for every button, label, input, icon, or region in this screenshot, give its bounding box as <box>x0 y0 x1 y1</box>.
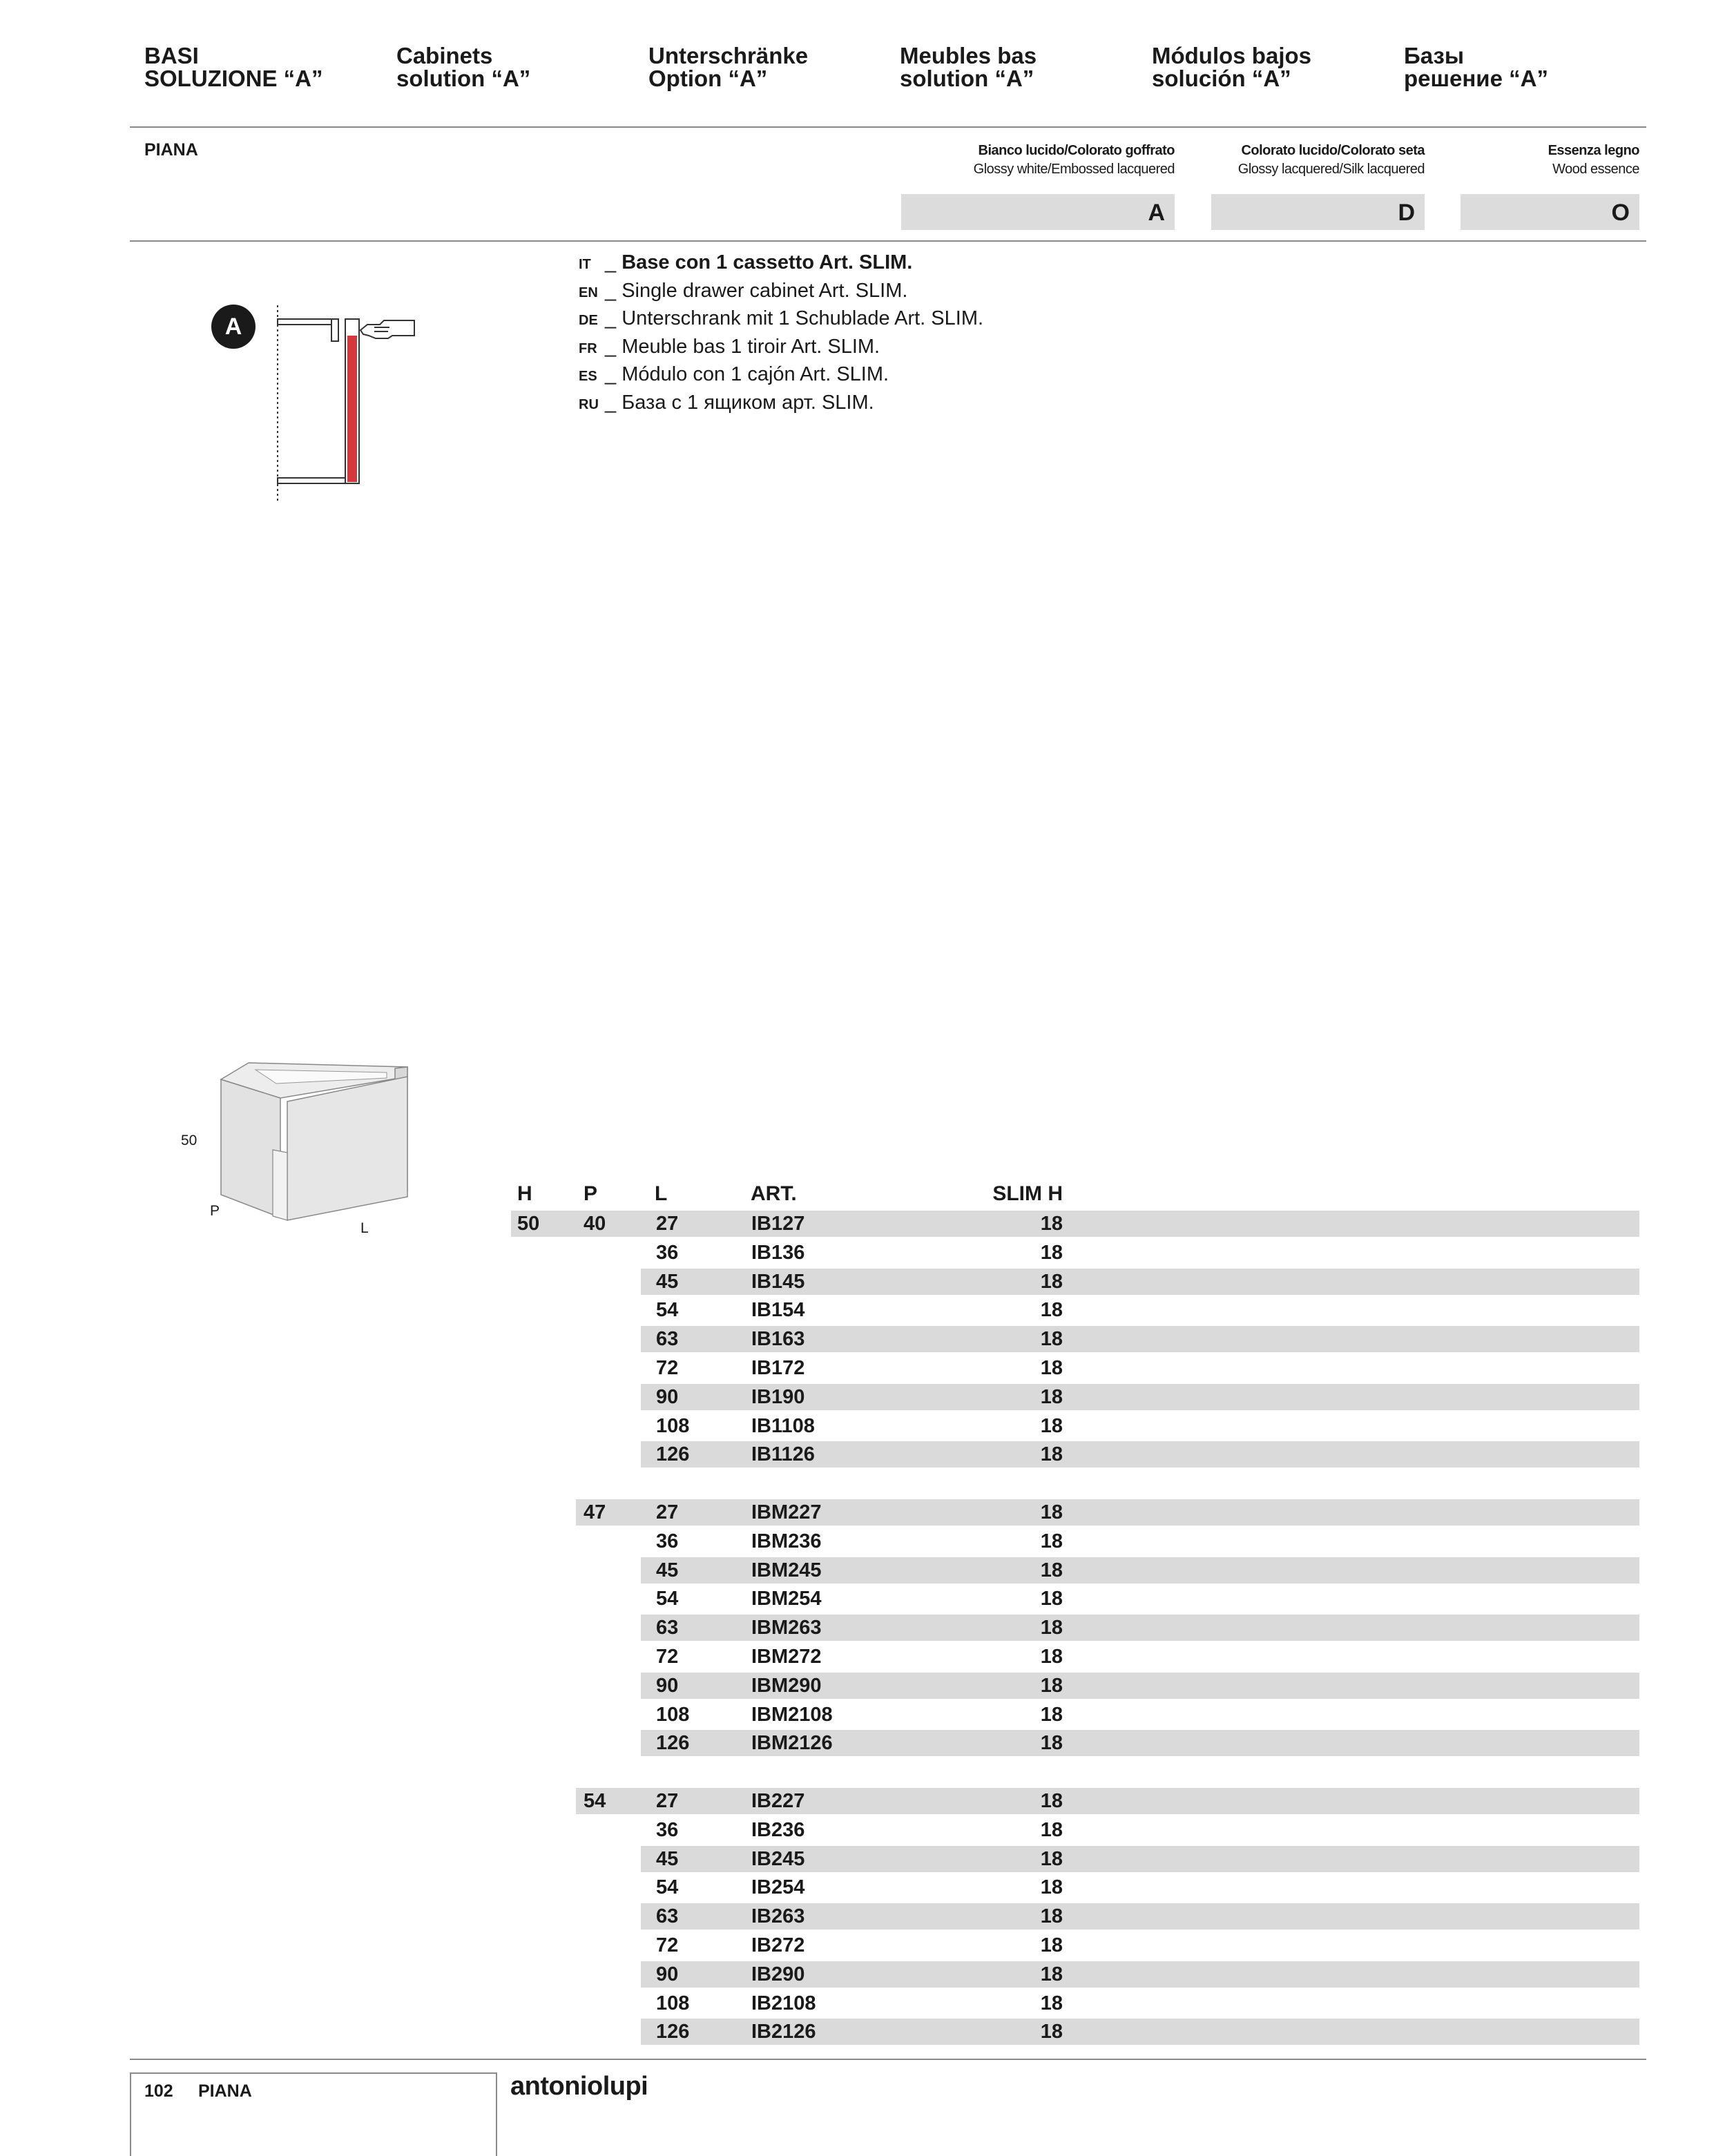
footer-divider <box>130 2059 1646 2060</box>
solution-badge: A <box>211 305 256 349</box>
table-row-background <box>511 1211 1639 1237</box>
finish-code-a: A <box>901 194 1175 230</box>
table-row-background <box>576 1788 1639 1814</box>
header-title-line2: решение “A” <box>1404 66 1548 91</box>
description-text: Unterschrank mit 1 Schublade Art. SLIM. <box>621 307 984 329</box>
cell-slim-h: 18 <box>1040 1905 1063 1928</box>
header-title-line1: BASI <box>144 43 199 68</box>
cell-l: 54 <box>656 1876 679 1899</box>
header-title-line2: solution “A” <box>900 66 1034 91</box>
cell-art: IB172 <box>751 1357 805 1379</box>
cell-l: 90 <box>656 1385 679 1408</box>
cell-l: 27 <box>656 1790 679 1812</box>
cell-l: 108 <box>656 1703 690 1726</box>
finish-subtitle: Glossy white/Embossed lacquered <box>973 162 1175 177</box>
cell-h: 50 <box>517 1213 540 1235</box>
finish-subtitle: Glossy lacquered/Silk lacquered <box>1237 162 1425 177</box>
cell-art: IB245 <box>751 1847 805 1870</box>
cell-l: 126 <box>656 1443 690 1466</box>
cell-l: 27 <box>656 1213 679 1235</box>
cell-slim-h: 18 <box>1040 1270 1063 1293</box>
header-title-line2: Option “A” <box>648 66 768 91</box>
cell-slim-h: 18 <box>1040 1559 1063 1581</box>
cell-slim-h: 18 <box>1040 1501 1063 1523</box>
header-title-line2: solution “A” <box>396 66 531 91</box>
height-dimension-label: 50 <box>181 1133 197 1148</box>
cell-l: 63 <box>656 1328 679 1351</box>
description-line-es: ES _ Módulo con 1 cajón Art. SLIM. <box>579 360 983 389</box>
section-diagram <box>271 304 423 504</box>
page-number: 102 <box>144 2081 173 2101</box>
top-upright <box>331 319 338 341</box>
cell-slim-h: 18 <box>1040 1241 1063 1264</box>
language-code: FR <box>579 340 597 356</box>
cell-slim-h: 18 <box>1040 1617 1063 1639</box>
header-title-line1: Módulos bajos <box>1152 43 1311 68</box>
cell-l: 36 <box>656 1530 679 1552</box>
cell-p: 54 <box>584 1790 606 1812</box>
cell-p: 47 <box>584 1501 606 1523</box>
cell-l: 63 <box>656 1905 679 1928</box>
cell-slim-h: 18 <box>1040 1992 1063 2014</box>
cell-slim-h: 18 <box>1040 1674 1063 1697</box>
cell-slim-h: 18 <box>1040 2021 1063 2043</box>
finish-title: Bianco lucido/Colorato goffrato <box>978 143 1175 158</box>
cell-l: 108 <box>656 1414 690 1437</box>
cell-slim-h: 18 <box>1040 1963 1063 1985</box>
cell-slim-h: 18 <box>1040 1818 1063 1841</box>
description-line-en: EN _ Single drawer cabinet Art. SLIM. <box>579 277 983 305</box>
cell-art: IBM2126 <box>751 1732 833 1755</box>
cell-art: IB227 <box>751 1790 805 1812</box>
column-header-p: P <box>584 1182 598 1205</box>
cell-slim-h: 18 <box>1040 1876 1063 1899</box>
header-title-en <box>396 44 530 90</box>
brand-logo: antoniolupi <box>510 2072 648 2101</box>
finish-subtitle: Wood essence <box>1552 162 1639 177</box>
description-line-de: DE _ Unterschrank mit 1 Schublade Art. SLIM. <box>579 305 983 333</box>
cell-art: IB2108 <box>751 1992 816 2014</box>
cell-slim-h: 18 <box>1040 1790 1063 1812</box>
cell-slim-h: 18 <box>1040 1732 1063 1755</box>
cell-l: 126 <box>656 1732 690 1755</box>
section-name: PIANA <box>144 140 198 160</box>
footer-section: PIANA <box>198 2081 252 2101</box>
cell-slim-h: 18 <box>1040 1934 1063 1956</box>
cell-slim-h: 18 <box>1040 1530 1063 1552</box>
cell-art: IBM263 <box>751 1617 822 1639</box>
cell-l: 27 <box>656 1501 679 1523</box>
column-header-h: H <box>517 1182 532 1205</box>
description-text: Meuble bas 1 tiroir Art. SLIM. <box>621 335 880 358</box>
cell-slim-h: 18 <box>1040 1385 1063 1408</box>
column-header-l: L <box>655 1182 668 1205</box>
footer-box <box>130 2072 497 2156</box>
cell-art: IB127 <box>751 1213 805 1235</box>
description-text: Base con 1 cassetto Art. SLIM. <box>621 251 913 273</box>
cell-art: IB154 <box>751 1299 805 1322</box>
product-description <box>579 249 983 416</box>
cell-art: IBM2108 <box>751 1703 833 1726</box>
bottom-shelf <box>278 478 345 483</box>
header-title-ru <box>1404 44 1548 90</box>
cell-slim-h: 18 <box>1040 1414 1063 1437</box>
cell-art: IB1126 <box>751 1443 815 1466</box>
cell-l: 63 <box>656 1617 679 1639</box>
cell-art: IBM245 <box>751 1559 822 1581</box>
depth-dimension-label: P <box>210 1203 220 1219</box>
cell-slim-h: 18 <box>1040 1328 1063 1351</box>
cell-art: IB145 <box>751 1270 805 1293</box>
cell-l: 54 <box>656 1299 679 1322</box>
top-shelf <box>278 319 338 325</box>
language-code: IT <box>579 257 591 272</box>
header-title-it <box>144 44 323 90</box>
header-divider <box>130 126 1646 128</box>
finish-o-label <box>1548 142 1639 179</box>
cell-l: 36 <box>656 1818 679 1841</box>
cell-art: IBM254 <box>751 1588 822 1610</box>
column-header-art: ART. <box>751 1182 797 1205</box>
language-code: RU <box>579 396 599 412</box>
cell-art: IBM236 <box>751 1530 822 1552</box>
cell-art: IB2126 <box>751 2021 816 2043</box>
cell-slim-h: 18 <box>1040 1703 1063 1726</box>
cell-art: IB236 <box>751 1818 805 1841</box>
header-title-line1: Unterschränke <box>648 43 809 68</box>
cell-art: IB136 <box>751 1241 805 1264</box>
cell-l: 108 <box>656 1992 690 2014</box>
cell-l: 72 <box>656 1646 679 1668</box>
header-title-line2: solución “A” <box>1152 66 1291 91</box>
cell-l: 45 <box>656 1270 679 1293</box>
cell-art: IBM227 <box>751 1501 822 1523</box>
finish-code-o: O <box>1461 194 1639 230</box>
cell-art: IBM272 <box>751 1646 822 1668</box>
cell-slim-h: 18 <box>1040 1646 1063 1668</box>
header-title-line1: Meubles bas <box>900 43 1037 68</box>
header-title-line1: Cabinets <box>396 43 493 68</box>
section-divider <box>130 240 1646 242</box>
cell-l: 126 <box>656 2021 690 2043</box>
table-row-background <box>576 1499 1639 1525</box>
cell-slim-h: 18 <box>1040 1357 1063 1379</box>
description-line-it: IT _ Base con 1 cassetto Art. SLIM. <box>579 249 983 277</box>
cabinet-side-panel <box>221 1079 280 1217</box>
cell-l: 54 <box>656 1588 679 1610</box>
cell-l: 45 <box>656 1847 679 1870</box>
red-front-panel <box>347 336 357 482</box>
column-header-slim: SLIM H <box>992 1182 1063 1205</box>
drawer-box <box>273 1150 287 1220</box>
header-title-line1: Базы <box>1404 43 1465 68</box>
description-line-fr: FR _ Meuble bas 1 tiroir Art. SLIM. <box>579 333 983 361</box>
cell-art: IB254 <box>751 1876 805 1899</box>
cell-art: IB263 <box>751 1905 805 1928</box>
cell-art: IB290 <box>751 1963 805 1985</box>
pointing-hand-icon <box>360 320 414 338</box>
description-text: Módulo con 1 cajón Art. SLIM. <box>621 363 889 385</box>
cell-l: 90 <box>656 1674 679 1697</box>
cell-l: 90 <box>656 1963 679 1985</box>
finish-code-d: D <box>1211 194 1425 230</box>
cell-slim-h: 18 <box>1040 1443 1063 1466</box>
cell-l: 72 <box>656 1934 679 1956</box>
cell-art: IB1108 <box>751 1414 815 1437</box>
cell-l: 72 <box>656 1357 679 1379</box>
cabinet-sketch <box>214 1060 421 1226</box>
cell-slim-h: 18 <box>1040 1588 1063 1610</box>
finish-d-label <box>1238 142 1425 179</box>
cell-slim-h: 18 <box>1040 1213 1063 1235</box>
cell-l: 45 <box>656 1559 679 1581</box>
cell-art: IBM290 <box>751 1674 822 1697</box>
header-title-es <box>1152 44 1311 90</box>
language-code: EN <box>579 285 598 300</box>
cell-l: 36 <box>656 1241 679 1264</box>
cell-slim-h: 18 <box>1040 1847 1063 1870</box>
cell-p: 40 <box>584 1213 606 1235</box>
language-code: DE <box>579 313 598 328</box>
description-text: Single drawer cabinet Art. SLIM. <box>621 279 908 302</box>
header-title-fr <box>900 44 1037 90</box>
header-title-de <box>648 44 808 90</box>
finish-title: Colorato lucido/Colorato seta <box>1241 143 1425 158</box>
description-text: База с 1 ящиком арт. SLIM. <box>621 391 874 414</box>
cell-art: IB272 <box>751 1934 805 1956</box>
cell-slim-h: 18 <box>1040 1299 1063 1322</box>
finish-a-label <box>974 142 1175 179</box>
language-code: ES <box>579 369 597 384</box>
finish-title: Essenza legno <box>1548 143 1639 158</box>
width-dimension-label: L <box>360 1220 369 1236</box>
cell-art: IB163 <box>751 1328 805 1351</box>
cell-art: IB190 <box>751 1385 805 1408</box>
drawer-panel <box>287 1077 407 1220</box>
description-line-ru: RU _ База с 1 ящиком арт. SLIM. <box>579 389 983 417</box>
header-title-line2: SOLUZIONE “A” <box>144 66 323 91</box>
